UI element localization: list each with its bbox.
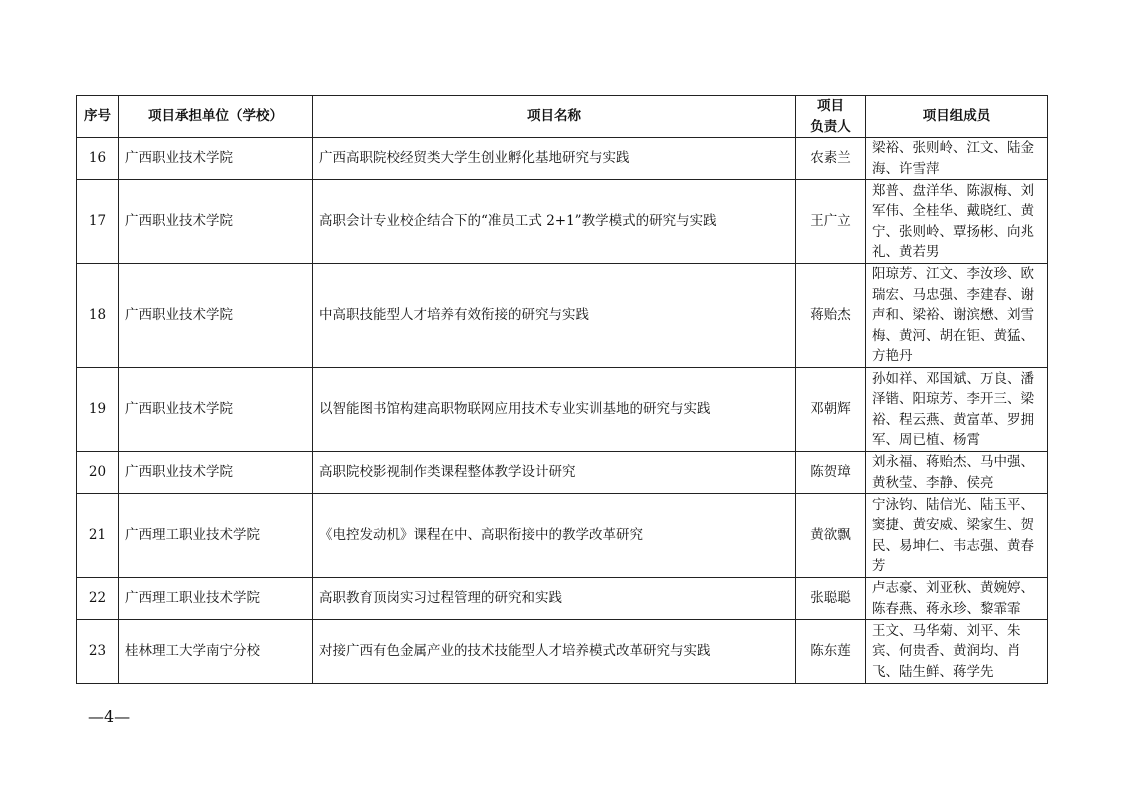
row-project-name: 以智能图书馆构建高职物联网应用技术专业实训基地的研究与实践 [313,368,796,452]
table-row [77,368,1048,452]
row-lead: 陈贺璋 [796,452,866,494]
row-lead: 王广立 [796,180,866,264]
table-header-row [77,96,1048,138]
row-org: 广西职业技术学院 [119,452,313,494]
header-num: 序号 [77,96,119,138]
row-lead: 邓朝辉 [796,368,866,452]
row-org: 广西理工职业技术学院 [119,578,313,620]
row-num: 23 [77,620,119,684]
table-row [77,578,1048,620]
row-project-name: 广西高职院校经贸类大学生创业孵化基地研究与实践 [313,138,796,180]
header-org: 项目承担单位（学校） [119,96,313,138]
row-project-name: 《电控发动机》课程在中、高职衔接中的教学改革研究 [313,494,796,578]
row-org: 广西职业技术学院 [119,368,313,452]
header-lead-line1: 项目 [817,98,844,114]
row-members: 宁泳钧、陆信光、陆玉平、窦捷、黄安威、梁家生、贺民、易坤仁、韦志强、黄春芳 [866,494,1048,578]
row-num: 18 [77,264,119,368]
table-row [77,494,1048,578]
table-row [77,620,1048,684]
table-row [77,264,1048,368]
row-members: 梁裕、张则岭、江文、陆金海、许雪萍 [866,138,1048,180]
row-project-name: 高职会计专业校企结合下的“准员工式 2+1”教学模式的研究与实践 [313,180,796,264]
row-num: 17 [77,180,119,264]
row-project-name: 中高职技能型人才培养有效衔接的研究与实践 [313,264,796,368]
header-lead-line2: 负责人 [810,118,851,135]
table-row [77,138,1048,180]
row-num: 20 [77,452,119,494]
row-lead: 黄欲飘 [796,494,866,578]
row-org: 广西职业技术学院 [119,264,313,368]
row-members: 刘永福、蒋贻杰、马中强、黄秋莹、李静、侯亮 [866,452,1048,494]
projects-table [76,95,1048,684]
row-org: 广西职业技术学院 [119,138,313,180]
row-num: 22 [77,578,119,620]
row-members: 孙如祥、邓国斌、万良、潘泽锴、阳琼芳、李开三、梁裕、程云燕、黄富革、罗拥军、周已植、杨霄 [866,368,1048,452]
page-number: —4— [88,707,131,726]
row-org: 桂林理工大学南宁分校 [119,620,313,684]
row-members: 卢志豪、刘亚秋、黄婉婷、陈春燕、蒋永珍、黎霏霏 [866,578,1048,620]
header-members: 项目组成员 [866,96,1048,138]
table-row [77,180,1048,264]
row-members: 阳琼芳、江文、李汝珍、欧瑞宏、马忠强、李建春、谢声和、梁裕、谢滨懋、刘雪梅、黄河、胡在钜、黄猛、方艳丹 [866,264,1048,368]
row-num: 16 [77,138,119,180]
row-org: 广西职业技术学院 [119,180,313,264]
row-project-name: 高职院校影视制作类课程整体教学设计研究 [313,452,796,494]
row-num: 21 [77,494,119,578]
row-members: 郑普、盘洋华、陈淑梅、刘军伟、全桂华、戴晓红、黄宁、张则岭、覃扬彬、向兆礼、黄若男 [866,180,1048,264]
row-org: 广西理工职业技术学院 [119,494,313,578]
row-num: 19 [77,368,119,452]
row-members: 王文、马华菊、刘平、朱宾、何贵香、黄润均、肖 飞、陆生鲜、蒋学先 [866,620,1048,684]
row-lead: 蒋贻杰 [796,264,866,368]
row-project-name: 高职教育顶岗实习过程管理的研究和实践 [313,578,796,620]
row-lead: 张聪聪 [796,578,866,620]
header-name: 项目名称 [313,96,796,138]
row-project-name: 对接广西有色金属产业的技术技能型人才培养模式改革研究与实践 [313,620,796,684]
row-lead: 农素兰 [796,138,866,180]
header-lead [796,96,866,138]
row-lead: 陈东莲 [796,620,866,684]
table-row [77,452,1048,494]
